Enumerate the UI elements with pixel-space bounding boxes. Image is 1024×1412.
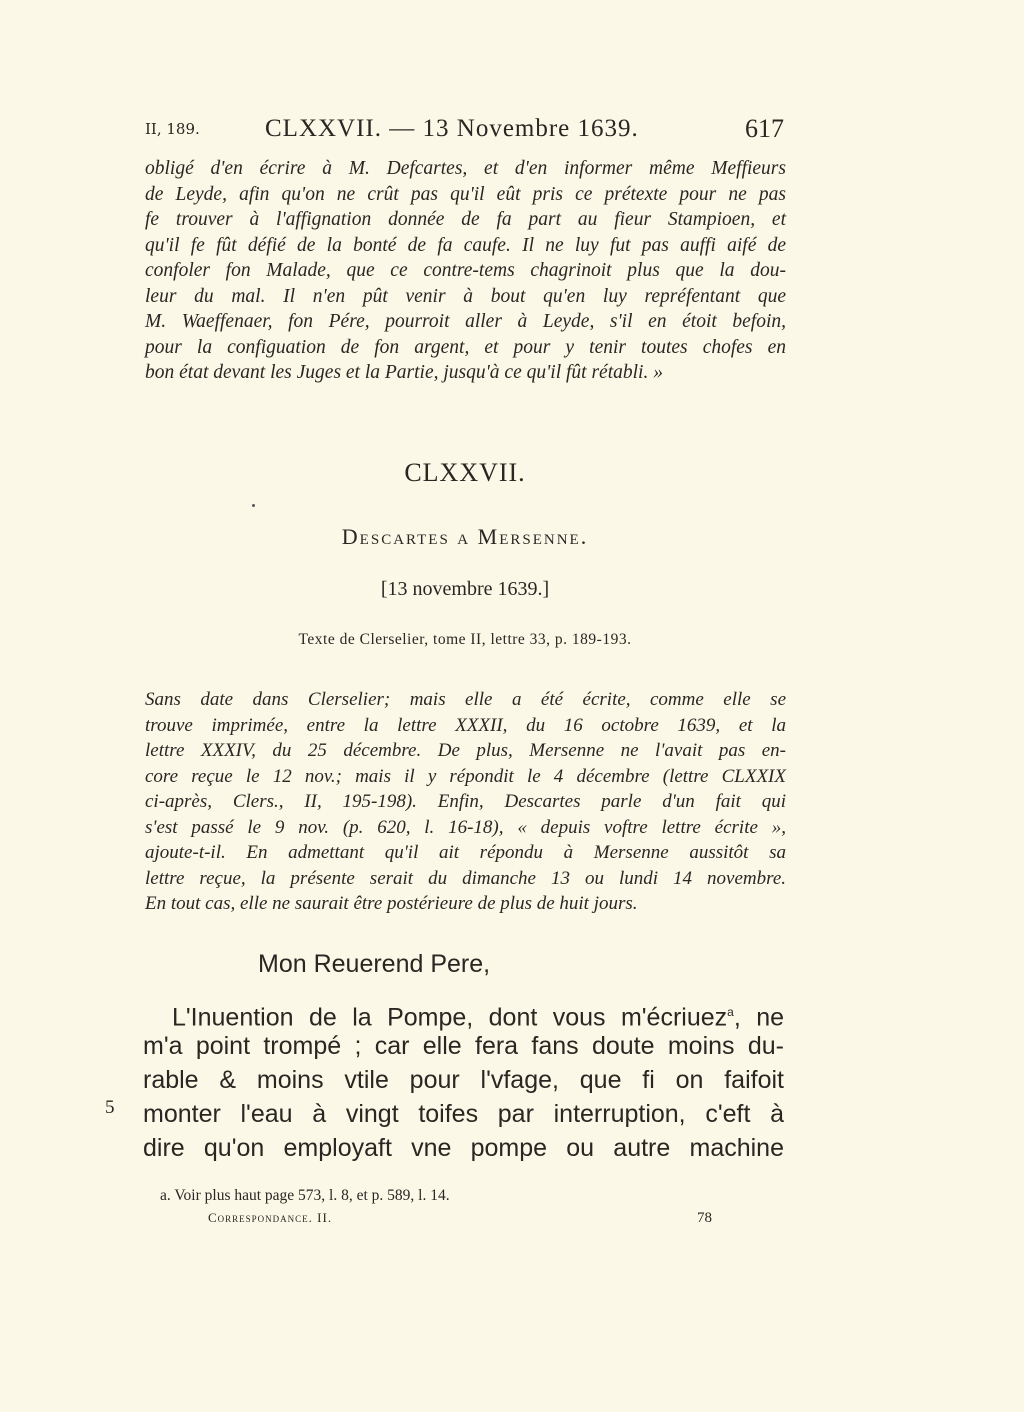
body-line — [143, 995, 785, 1032]
note-line: Sans date dans Clerselier; mais elle a été écrite, comme elle se — [145, 689, 786, 710]
letter-number: CLXXVII. — [404, 458, 526, 487]
letter-source: Texte de Clerselier, tome II, lettre 33, p. 189-193. — [298, 631, 632, 648]
body-line-end: , ne — [733, 1003, 785, 1032]
running-head-title: CLXXVII. — 13 Novembre 1639. — [265, 115, 639, 142]
letter-date: [13 novembre 1639.] — [380, 578, 550, 600]
text-line: de Leyde, afin qu'on ne crût pas qu'il eût pris ce prétexte pour ne pas — [145, 183, 786, 205]
page-number: 617 — [745, 114, 784, 143]
note-line: ajoute-t-il. En admettant qu'il ait répondu à Mersenne aussitôt sa — [145, 842, 786, 863]
text-line: bon état devant les Juges et la Partie, jusqu'à ce qu'il fût rétabli. » — [145, 362, 663, 383]
stray-mark — [252, 504, 255, 507]
previous-letter-text — [145, 156, 786, 386]
signature-label: Correspondance. II. — [208, 1210, 333, 1225]
body-line-text: L'Inuention de la Pompe, dont vous m'écriuez — [172, 1003, 728, 1032]
letter-heading: Descartes a Mersenne. — [341, 524, 589, 549]
line-number: 5 — [105, 1097, 115, 1118]
note-line: s'est passé le 9 nov. (p. 620, l. 16-18), « depuis voftre lettre écrite », — [145, 816, 786, 838]
text-line: obligé d'en écrire à M. Defcartes, et d'en informer même Meffieurs — [145, 158, 786, 179]
body-line: rable & moins vtile pour l'vfage, que fi on faifoit — [143, 1066, 784, 1094]
footnote: a. Voir plus haut page 573, l. 8, et p. 589, l. 14. — [160, 1187, 450, 1204]
running-head-reference: II, 189. — [145, 120, 200, 138]
editor-note — [145, 687, 786, 917]
salutation: Mon Reuerend Pere, — [258, 950, 491, 978]
body-line: dire qu'on employaft vne pompe ou autre machine — [143, 1134, 784, 1162]
signature-sheet-number: 78 — [697, 1210, 712, 1226]
text-line: qu'il fe fût défié de la bonté de fa caufe. Il ne luy fut pas auffi aifé de — [145, 234, 786, 256]
note-line: trouve imprimée, entre la lettre XXXII, du 16 octobre 1639, et la — [145, 714, 786, 736]
text-line: pour la configuation de fon argent, et pour y tenir toutes chofes en — [145, 336, 786, 358]
footnote-marker: a — [727, 1005, 734, 1019]
note-line: lettre XXXIV, du 25 décembre. De plus, Mersenne ne l'avait pas en- — [145, 740, 786, 761]
letter-body — [143, 995, 784, 1165]
note-line: ci-après, Clers., II, 195-198). Enfin, Descartes parle d'un fait qui — [145, 791, 786, 812]
note-line: En tout cas, elle ne saurait être postérieure de plus de huit jours. — [145, 893, 638, 914]
note-line: core reçue le 12 nov.; mais il y répondit le 4 décembre (lettre CLXXIX — [145, 765, 786, 787]
body-line: monter l'eau à vingt toifes par interruption, c'eft à — [143, 1100, 784, 1128]
body-line: m'a point trompé ; car elle fera fans doute moins du- — [143, 1032, 784, 1060]
text-line: fe trouver à l'affignation donnée de fa part au fieur Stampioen, et — [145, 209, 786, 230]
note-line: lettre reçue, la présente serait du dimanche 13 ou lundi 14 novembre. — [145, 867, 786, 889]
text-line: leur du mal. Il n'en pût venir à bout qu'en luy repréfentant que — [145, 285, 786, 307]
text-line: M. Waeffenaer, fon Pére, pourroit aller à Leyde, s'il en étoit befoin, — [145, 311, 786, 332]
text-line: confoler fon Malade, que ce contre-tems chagrinoit plus que la dou- — [145, 260, 786, 281]
